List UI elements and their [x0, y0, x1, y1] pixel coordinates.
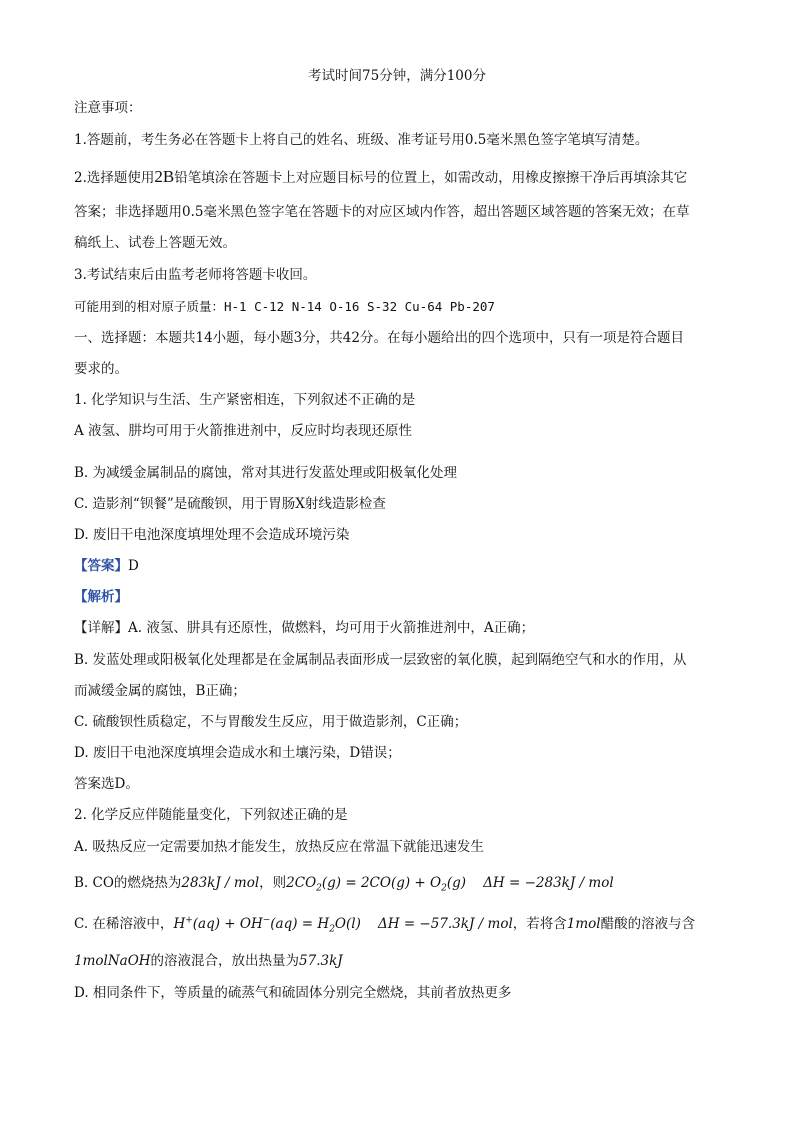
q1-detail-c: C. 硫酸钡性质稳定，不与胃酸发生反应，用于做造影剂，C正确；	[74, 714, 468, 730]
notice-item-2-line-3: 稿纸上、试卷上答题无效。	[74, 235, 236, 251]
notice-item-2-line-1: 2.选择题使用2B铅笔填涂在答题卡上对应题目标号的位置上，如需改动，用橡皮擦擦干净后再填涂其它	[74, 167, 688, 186]
answer-value: D	[128, 558, 139, 574]
q1-conclusion: 答案选D。	[74, 776, 139, 792]
atomic-masses: 可能用到的相对原子质量：H-1 C-12 N-14 O-16 S-32 Cu-64 Pb-207	[74, 299, 495, 314]
q1-option-d: D. 废旧干电池深度填埋处理不会造成环境污染	[74, 527, 350, 543]
section-1-intro-line-2: 要求的。	[74, 361, 128, 377]
q1-analysis-tag: 【解析】	[74, 589, 128, 605]
q2-option-d: D. 相同条件下，等质量的硫蒸气和硫固体分别完全燃烧，其前者放热更多	[74, 985, 512, 1001]
q2-option-c-line-1: C. 在稀溶液中，$H^+(aq) + OH^-(aq) = H_2O(l)$ ΔH = −57.3kJ / mol，若将含1mol醋酸的溶液与含	[74, 915, 696, 935]
q1-stem: 1. 化学知识与生活、生产紧密相连，下列叙述不正确的是	[74, 392, 416, 408]
notice-item-1: 1.答题前，考生务必在答题卡上将自己的姓名、班级、准考证号用0.5毫米黑色签字笔填写清楚。	[74, 132, 649, 148]
heat-of-combustion: 283kJ / mol	[181, 875, 260, 891]
q1-option-b: B. 为减缓金属制品的腐蚀，常对其进行发蓝处理或阳极氧化处理	[74, 465, 458, 481]
delta-h-c: ΔH = −57.3kJ / mol	[378, 916, 513, 932]
pencil-2b: 2B	[154, 167, 175, 186]
q1-answer	[74, 556, 139, 576]
exam-info: 考试时间75分钟，满分100分	[308, 68, 486, 84]
equation-b: $2CO_2(g) = 2CO(g) + O_2(g)$	[286, 875, 467, 894]
notice-title: 注意事项：	[74, 100, 142, 116]
section-1-intro-line-1: 一、选择题：本题共14小题，每小题3分，共42分。在每小题给出的四个选项中，只有一项是符合题目	[74, 330, 684, 346]
notice-item-3: 3.考试结束后由监考老师将答题卡收回。	[74, 267, 317, 283]
q1-option-a: A 液氢、肼均可用于火箭推进剂中，反应时均表现还原性	[74, 423, 413, 439]
q1-detail-b-line-2: 而减缓金属的腐蚀，B正确；	[74, 683, 246, 699]
equation-c: $H^+(aq) + OH^-(aq) = H_2O(l)$	[173, 915, 361, 935]
q2-stem: 2. 化学反应伴随能量变化，下列叙述正确的是	[74, 807, 348, 823]
q1-detail-d: D. 废旧干电池深度填埋会造成水和土壤污染，D错误；	[74, 745, 401, 761]
q2-option-c-line-2: 1molNaOH的溶液混合，放出热量为57.3kJ	[74, 953, 343, 969]
answer-tag: 【答案】	[74, 558, 128, 574]
detail-tag: 【详解】	[74, 620, 128, 636]
q1-detail-a: 【详解】A. 液氢、肼具有还原性，做燃料，均可用于火箭推进剂中，A正确；	[74, 620, 535, 636]
q1-option-c: C. 造影剂“钡餐”是硫酸钡，用于胃肠X射线造影检查	[74, 496, 386, 512]
q1-detail-b-line-1: B. 发蓝处理或阳极氧化处理都是在金属制品表面形成一层致密的氧化膜，起到隔绝空气和水的作用，从	[74, 652, 687, 668]
delta-h-b: ΔH = −283kJ / mol	[483, 875, 614, 891]
q2-option-a: A. 吸热反应一定需要加热才能发生，放热反应在常温下就能迅速发生	[74, 839, 484, 855]
notice-item-2-line-2: 答案；非选择题用0.5毫米黑色签字笔在答题卡的对应区域内作答，超出答题区域答题的答案无效；在草	[74, 204, 690, 220]
q2-option-b: B. CO的燃烧热为283kJ / mol，则$2CO_2(g) = 2CO(g) + O_2(g)$ ΔH = −283kJ / mol	[74, 875, 614, 894]
